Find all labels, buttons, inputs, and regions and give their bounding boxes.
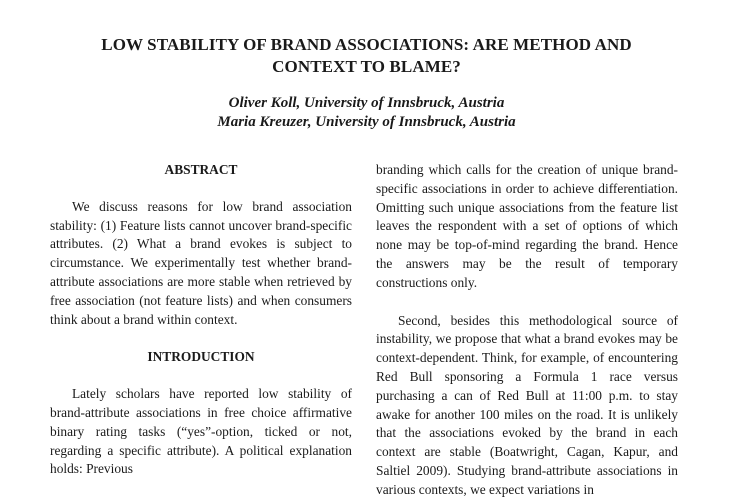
right-paragraph-2: Second, besides this methodological source of instability, we propose that what a brand evokes may be context-dependent. Think, for example, of encountering Red Bull sponsoring a Formula 1 race versus purchasing a can of Red Bull at 11:00 p.m. to stay awake for another 100 miles on the road. It is unlikely that the associations evoked by the brand in each context are stable (Boatwright, Cagan, Kapur, and Saltiel 2009). Studying brand-attribute associations in various contexts, we expect variations in xyxy=(376,312,678,497)
introduction-text: Lately scholars have reported low stability of brand-attribute associations in free choice affirmative binary rating tasks (“yes”-option, ticked or not, regarding a specific attribute). A political explanation holds: Previous xyxy=(50,386,352,477)
title-line-2: CONTEXT TO BLAME? xyxy=(272,57,461,76)
left-column xyxy=(50,161,352,479)
author-1: Oliver Koll, University of Innsbruck, Austria xyxy=(228,95,505,111)
introduction-heading: INTRODUCTION xyxy=(147,349,255,365)
right-paragraph-1: branding which calls for the creation of unique brand-specific associations in order to achieve differentiation. Omitting such unique associations from the feature list leaves the respondent with a set of options of which none may be top-of-mind regarding the brand. Hence the answers may be the result of temporary constructions only. xyxy=(376,162,678,290)
title-line-1: LOW STABILITY OF BRAND ASSOCIATIONS: ARE METHOD AND xyxy=(101,35,632,54)
author-block xyxy=(40,94,693,132)
author-2: Maria Kreuzer, University of Innsbruck, Austria xyxy=(217,114,516,130)
abstract-text: We discuss reasons for low brand association stability: (1) Feature lists cannot uncover brand-specific attributes. (2) What a brand evokes is subject to circumstance. We experimentally test whether brand-attribute associations are more stable when retrieved by free association (not feature lists) and when consumers think about a brand within context. xyxy=(50,198,352,327)
abstract-heading: ABSTRACT xyxy=(164,162,238,177)
right-column xyxy=(376,161,678,500)
paper-title xyxy=(40,34,693,78)
